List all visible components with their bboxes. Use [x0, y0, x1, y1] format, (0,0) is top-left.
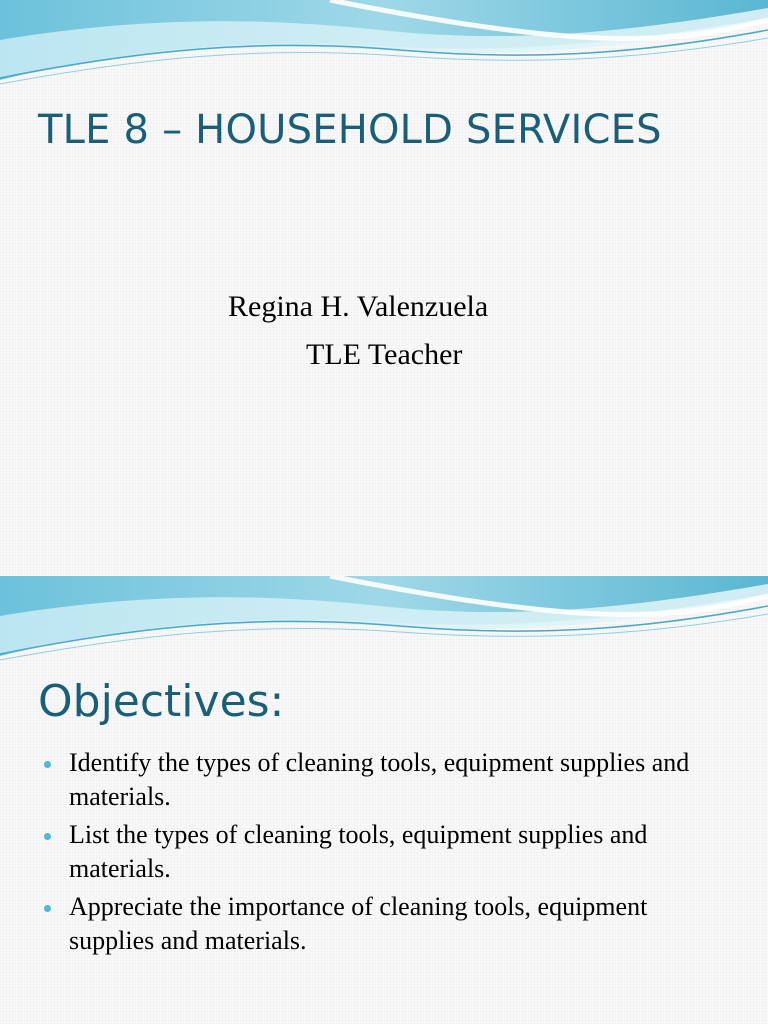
objectives-slide: [0, 576, 768, 1024]
list-item: [40, 890, 720, 958]
objective-text: List the types of cleaning tools, equipment supplies and materials.: [69, 820, 648, 883]
bullet-dot-icon: [44, 833, 51, 840]
objective-text: Identify the types of cleaning tools, equipment supplies and materials.: [69, 748, 690, 811]
slide-title: TLE 8 – HOUSEHOLD SERVICES: [38, 107, 662, 153]
objectives-list: [40, 746, 720, 962]
list-item: [40, 746, 720, 814]
list-item: [40, 818, 720, 886]
author-role: TLE Teacher: [306, 338, 463, 371]
wave-banner: [0, 576, 768, 666]
author-name: Regina H. Valenzuela: [228, 290, 489, 323]
wave-banner: [0, 0, 768, 90]
bullet-dot-icon: [44, 905, 51, 912]
bullet-dot-icon: [44, 761, 51, 768]
objectives-heading: Objectives:: [38, 676, 285, 727]
objective-text: Appreciate the importance of cleaning tools, equipment supplies and materials.: [69, 892, 648, 955]
